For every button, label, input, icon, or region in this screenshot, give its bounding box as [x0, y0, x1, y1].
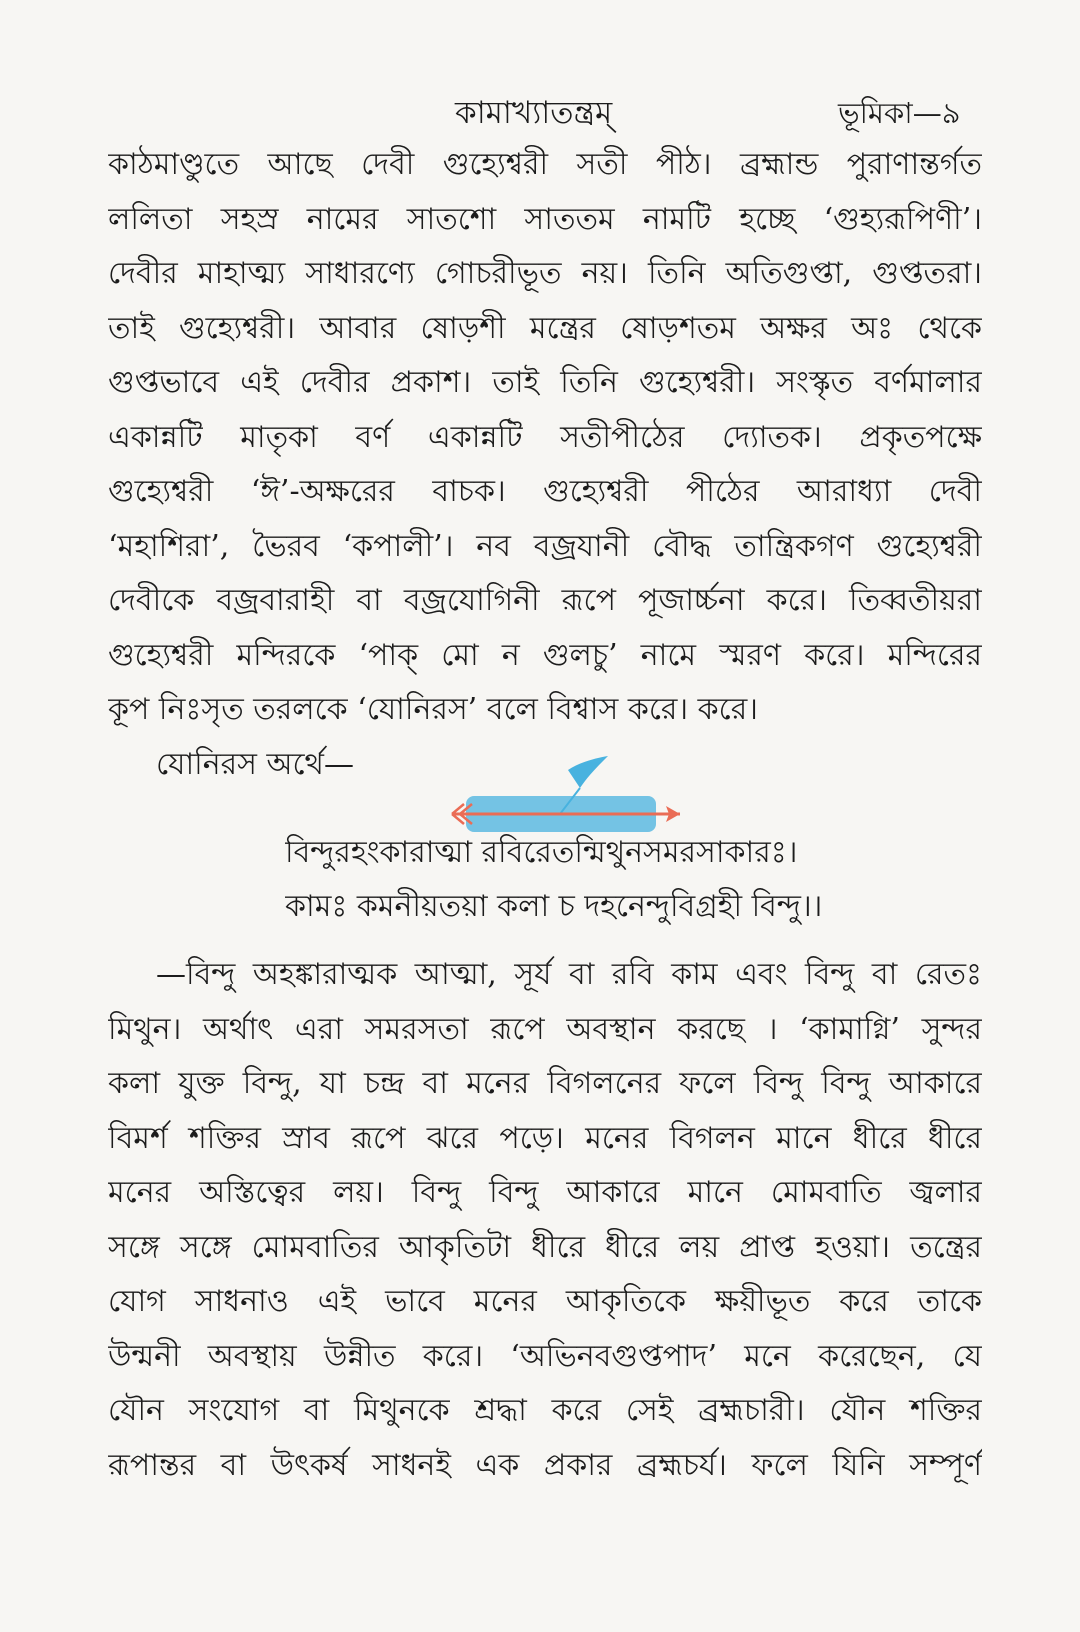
text-line: —বিন্দু অহঙ্কারাত্মক আত্মা, সূর্য বা রবি কাম এবং বিন্দু বা রেতঃ — [156, 957, 982, 992]
text-line: ললিতা সহস্র নামের সাতশো সাততম নামটি হচ্ছে ‘গুহ্যরূপিণী’। — [108, 201, 982, 237]
verse-line: কামঃ কমনীয়তয়া কলা চ দহনেন্দুবিগ্রহী বিন্দু।। — [285, 889, 823, 924]
text-line: তাই গুহ্যেশ্বরী। আবার ষোড়শী মন্ত্রের ষোড়শতম অক্ষর অঃ থেকে — [108, 310, 982, 346]
sanskrit-verse — [285, 826, 925, 934]
text-line: মনের অস্তিত্বের লয়। বিন্দু বিন্দু আকারে মানে মোমবাতি জ্বলার — [108, 1175, 982, 1210]
text-line: কাঠমাণ্ডুতে আছে দেবী গুহ্যেশ্বরী সতী পীঠ। ব্রহ্মান্ড পুরাণান্তর্গত — [108, 147, 982, 182]
text-line: গুপ্তভাবে এই দেবীর প্রকাশ। তাই তিনি গুহ্যেশ্বরী। সংস্কৃত বর্ণমালার — [108, 365, 982, 400]
arrow-fletching-icon — [452, 804, 472, 824]
text-line: রূপান্তর বা উৎকর্ষ সাধনই এক প্রকার ব্রহ্মচর্য। ফলে যিনি সম্পূর্ণ — [108, 1447, 982, 1483]
text-line: মিথুন। অর্থাৎ এরা সমরসতা রূপে অবস্থান করছে । ‘কামাগ্নি’ সুন্দর — [108, 1011, 982, 1047]
text-line: দেবীকে বজ্রবারাহী বা বজ্রযোগিনী রূপে পূজার্চ্চনা করে। তিব্বতীয়রা — [108, 583, 982, 618]
book-title: কামাখ্যাতন্ত্রম্ — [455, 95, 613, 131]
text-line: কলা যুক্ত বিন্দু, যা চন্দ্র বা মনের বিগলনের ফলে বিন্দু বিন্দু আকারে — [108, 1066, 982, 1101]
text-line: যৌন সংযোগ বা মিথুনকে শ্রদ্ধা করে সেই ব্রহ্মচারী। যৌন শক্তির — [108, 1393, 982, 1428]
paragraph-bindu-commentary — [108, 948, 982, 1493]
text-line: দেবীর মাহাত্ম্য সাধারণ্যে গোচরীভূত নয়। তিনি অতিগুপ্তা, গুপ্ততরা। — [108, 256, 982, 291]
running-head — [0, 88, 1080, 138]
text-line: যোগ সাধনাও এই ভাবে মনের আকৃতিকে ক্ষয়ীভূত করে তাকে — [108, 1284, 982, 1319]
text-line: সঙ্গে সঙ্গে মোমবাতির আকৃতিটা ধীরে ধীরে লয় প্রাপ্ত হওয়া। তন্ত্রের — [108, 1229, 982, 1265]
section-page-label: ভূমিকা—৯ — [838, 96, 961, 130]
verse-line: বিন্দুরহংকারাত্মা রবিরেতন্মিথুনসমরসাকারঃ। — [285, 835, 798, 870]
paragraph-guhyeshwari — [108, 138, 982, 792]
text-line: একান্নটি মাতৃকা বর্ণ একান্নটি সতীপীঠের দ্যোতক। প্রকৃতপক্ষে — [108, 419, 982, 455]
text-line: কূপ নিঃসৃত তরলকে ‘যোনিরস’ বলে বিশ্বাস করে। করে। — [108, 692, 758, 727]
arrow-head-icon — [666, 806, 680, 822]
text-line: ‘মহাশিরা’, ভৈরব ‘কপালী’। নব বজ্রযানী বৌদ্ধ তান্ত্রিকগণ গুহ্যেশ্বরী — [108, 528, 982, 564]
text-line: গুহ্যেশ্বরী মন্দিরকে ‘পাক্ মো ন গুলচু’ নামে স্মরণ করে। মন্দিরের — [108, 637, 982, 673]
text-line: উন্মনী অবস্থায় উন্নীত করে। ‘অভিনবগুপ্তপাদ’ মনে করেছেন, যে — [108, 1338, 982, 1374]
lead-in-line: যোনিরস অর্থে— — [156, 746, 354, 782]
text-line: গুহ্যেশ্বরী ‘ঈ’-অক্ষরের বাচক। গুহ্যেশ্বরী পীঠের আরাধ্যা দেবী — [108, 474, 982, 509]
text-line: বিমর্শ শক্তির স্রাব রূপে ঝরে পড়ে। মনের বিগলন মানে ধীরে ধীরে — [108, 1120, 982, 1156]
